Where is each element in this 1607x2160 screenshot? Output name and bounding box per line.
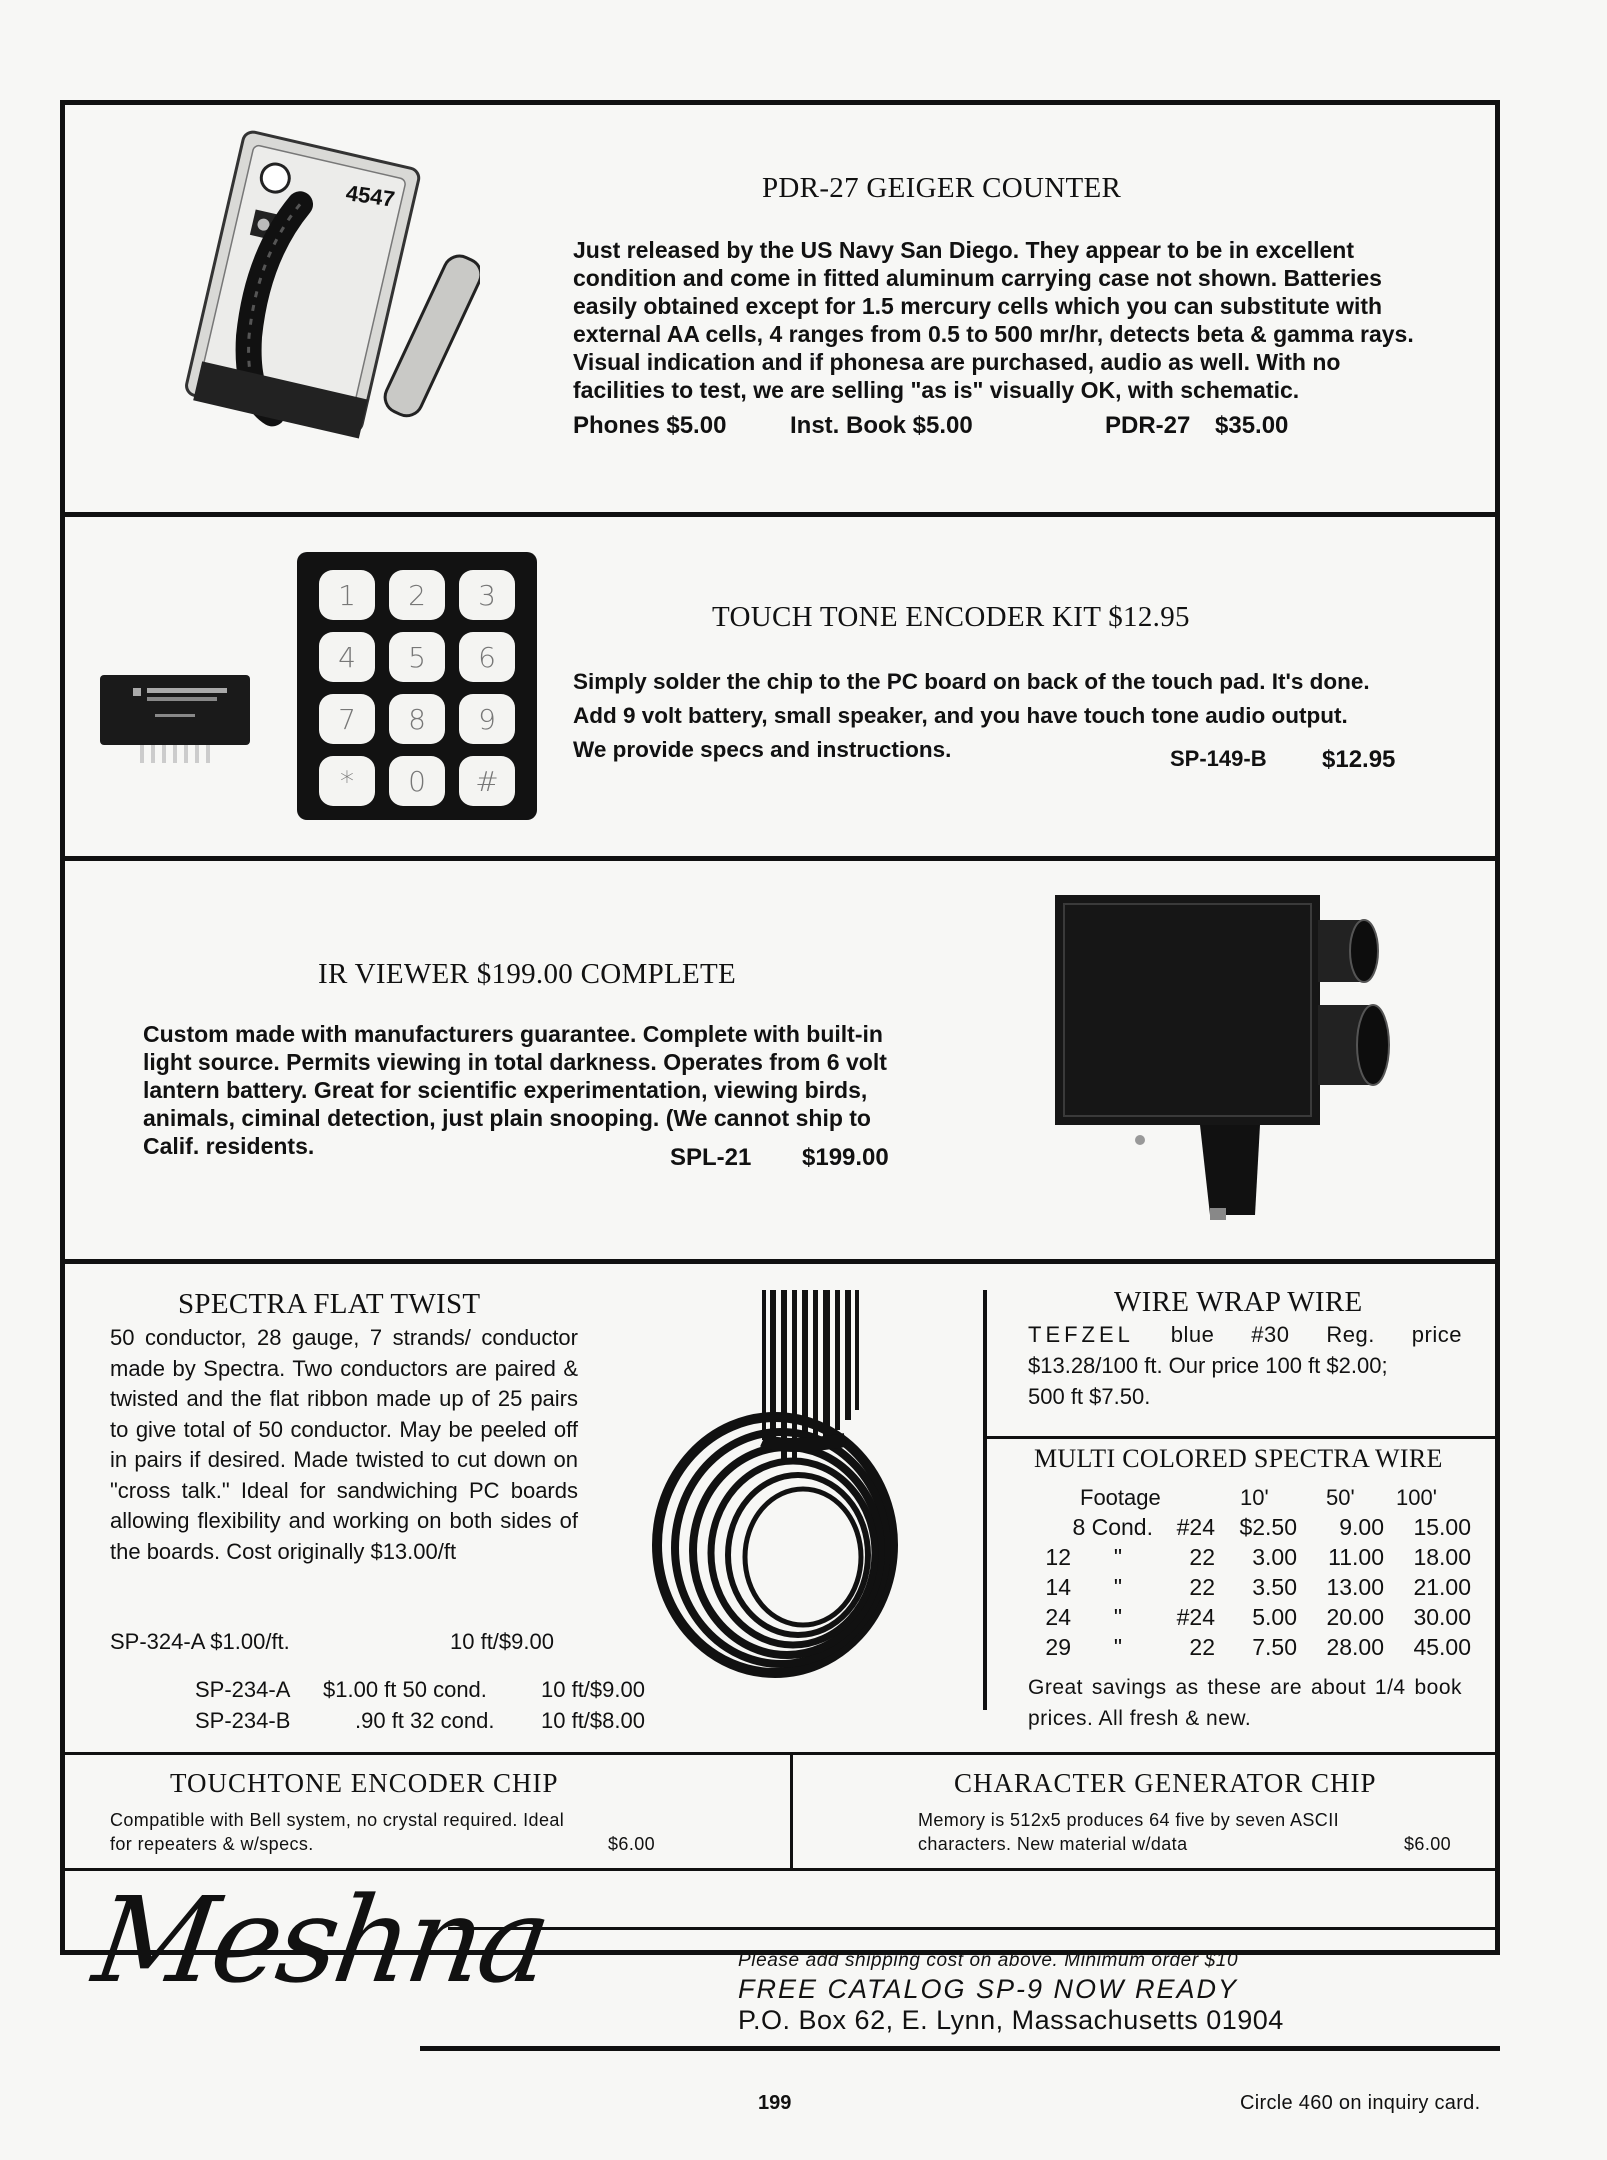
table-cell: 3.00 bbox=[1252, 1543, 1297, 1570]
inquiry-note: Circle 460 on inquiry card. bbox=[1240, 2092, 1481, 2114]
encoder-chip-title: TOUCHTONE ENCODER CHIP bbox=[170, 1768, 559, 1798]
multi-colored-header bbox=[1080, 1485, 1437, 1511]
page-number: 199 bbox=[758, 2092, 792, 2114]
char-gen-line2: characters. New material w/data bbox=[918, 1834, 1188, 1854]
encoder-chip-photo bbox=[95, 670, 255, 780]
table-cell: " bbox=[1113, 1543, 1123, 1570]
flat-twist-row-b bbox=[195, 1708, 645, 1734]
flat-twist-description: 50 conductor, 28 gauge, 7 strands/ conductor made by Spectra. Two conductors are paired & twisted and the flat ribbon made up of 25 pairs to give total of 50 conductor. May be peeled off in pairs if desired. Made twisted to cut down on "cross talk." Ideal for sandwiching PC boards allowing flexibility and working on both sides of the boards. Cost originally $13.00/ft bbox=[110, 1325, 578, 1564]
header-cell: 50' bbox=[1326, 1485, 1355, 1510]
ribbon-cable-photo bbox=[635, 1290, 905, 1690]
multi-colored-table bbox=[1020, 1512, 1477, 1662]
table-row bbox=[1020, 1602, 1477, 1632]
table-cell: 9.00 bbox=[1339, 1513, 1384, 1540]
table-cell: 28.00 bbox=[1326, 1633, 1384, 1660]
geiger-counter-photo bbox=[150, 130, 480, 460]
shipping-note: Please add shipping cost on above. Minimum order $10 bbox=[738, 1950, 1239, 1971]
keypad-key: # bbox=[459, 756, 515, 806]
device-label: 4547 bbox=[344, 180, 397, 212]
keypad-key: 9 bbox=[459, 694, 515, 744]
divider bbox=[60, 1752, 1500, 1755]
table-cell: 22 bbox=[1189, 1543, 1215, 1570]
table-cell: " bbox=[1113, 1633, 1123, 1660]
word: blue bbox=[1170, 1322, 1215, 1347]
divider bbox=[983, 1290, 987, 1710]
char-gen-line1: Memory is 512x5 produces 64 five by seven ASCII bbox=[918, 1810, 1339, 1830]
table-cell: 18.00 bbox=[1413, 1543, 1471, 1570]
table-cell: 24 bbox=[1045, 1603, 1071, 1630]
keypad-key: 6 bbox=[459, 632, 515, 682]
row-bulk: 10 ft/$8.00 bbox=[541, 1708, 645, 1733]
flat-twist-price-right: 10 ft/$9.00 bbox=[450, 1629, 554, 1654]
touch-keypad-photo bbox=[297, 552, 537, 820]
table-row bbox=[1020, 1632, 1477, 1662]
keypad-grid bbox=[319, 570, 519, 806]
multi-colored-title: MULTI COLORED SPECTRA WIRE bbox=[1034, 1444, 1443, 1473]
touch-tone-kit-line1: Simply solder the chip to the PC board on back of the touch pad. It's done. bbox=[573, 669, 1370, 694]
table-cell: 5.00 bbox=[1252, 1603, 1297, 1630]
table-cell: 3.50 bbox=[1252, 1573, 1297, 1600]
row-price: .90 ft 32 cond. bbox=[355, 1708, 495, 1733]
table-cell: 15.00 bbox=[1413, 1513, 1471, 1540]
word: Reg. bbox=[1326, 1322, 1375, 1347]
table-cell: 29 bbox=[1045, 1633, 1071, 1660]
brand-logo: Meshna bbox=[86, 1871, 556, 2009]
keypad-key: 0 bbox=[389, 756, 445, 806]
table-cell: 14 bbox=[1045, 1573, 1071, 1600]
table-cell: 22 bbox=[1189, 1633, 1215, 1660]
wire-wrap-line2: $13.28/100 ft. Our price 100 ft $2.00; bbox=[1028, 1353, 1388, 1378]
divider bbox=[983, 1436, 1500, 1439]
flat-twist-title: SPECTRA FLAT TWIST bbox=[178, 1288, 481, 1320]
wire-wrap-title: WIRE WRAP WIRE bbox=[1114, 1286, 1363, 1318]
catalog-line: FREE CATALOG SP-9 NOW READY bbox=[738, 1974, 1239, 2004]
table-cell: 20.00 bbox=[1326, 1603, 1384, 1630]
encoder-chip-price: $6.00 bbox=[608, 1834, 656, 1854]
keypad-key: 3 bbox=[459, 570, 515, 620]
header-cell: Footage bbox=[1080, 1485, 1161, 1510]
word: #30 bbox=[1251, 1322, 1290, 1347]
table-row bbox=[1020, 1572, 1477, 1602]
table-cell: " bbox=[1113, 1573, 1123, 1600]
keypad-key: 1 bbox=[319, 570, 375, 620]
geiger-item-price: $35.00 bbox=[1215, 412, 1289, 439]
row-price: $1.00 ft 50 cond. bbox=[323, 1677, 487, 1702]
flat-twist-price-left: SP-324-A $1.00/ft. bbox=[110, 1629, 290, 1654]
keypad-key: * bbox=[319, 756, 375, 806]
row-bulk: 10 ft/$9.00 bbox=[541, 1677, 645, 1702]
table-row bbox=[1020, 1512, 1477, 1542]
flat-twist-row-a bbox=[195, 1677, 645, 1703]
word: TEFZEL bbox=[1028, 1322, 1134, 1347]
table-cell: #24 bbox=[1176, 1513, 1215, 1540]
table-cell: 12 bbox=[1045, 1543, 1071, 1570]
keypad-key: 2 bbox=[389, 570, 445, 620]
ir-viewer-description: Custom made with manufacturers guarantee. Complete with built-in light source. Permits viewing in total darkness. Operates from 6 volt lantern battery. Great for scientific experimentation, viewing birds, animals, ciminal detection, just plain snooping. (We cannot ship to Calif. residents. bbox=[143, 1021, 887, 1159]
geiger-description: Just released by the US Navy San Diego. They appear to be in excellent condition and come in fitted aluminum carrying case not shown. Batteries easily obtained except for 1.5 mercury cells which you can substitute with external AA cells, 4 ranges from 0.5 to 500 mr/hr, detects beta & gamma rays. Visual indication and if phonesa are purchased, audio as well. With no facilities to test, we are selling "as is" visually OK, with schematic. bbox=[573, 237, 1414, 403]
header-cell: 100' bbox=[1396, 1485, 1437, 1510]
table-cell: 13.00 bbox=[1326, 1573, 1384, 1600]
row-code: SP-234-B bbox=[195, 1708, 291, 1733]
header-cell: 10' bbox=[1240, 1485, 1269, 1510]
table-cell: $2.50 bbox=[1239, 1513, 1297, 1540]
table-cell: 7.50 bbox=[1252, 1633, 1297, 1660]
touch-tone-kit-item-code: SP-149-B bbox=[1170, 746, 1267, 771]
table-cell: 45.00 bbox=[1413, 1633, 1471, 1660]
row-code: SP-234-A bbox=[195, 1677, 291, 1702]
table-cell: 21.00 bbox=[1413, 1573, 1471, 1600]
touch-tone-kit-line2: Add 9 volt battery, small speaker, and you have touch tone audio output. bbox=[573, 703, 1348, 728]
ir-viewer-item-code: SPL-21 bbox=[670, 1144, 752, 1171]
table-cell: #24 bbox=[1176, 1603, 1215, 1630]
touch-tone-kit-title: TOUCH TONE ENCODER KIT $12.95 bbox=[712, 601, 1190, 633]
divider bbox=[790, 1752, 793, 1870]
table-cell: 8 Cond. bbox=[1072, 1513, 1153, 1540]
geiger-item-code: PDR-27 bbox=[1105, 412, 1191, 439]
divider bbox=[60, 1259, 1500, 1264]
keypad-key: 8 bbox=[389, 694, 445, 744]
char-gen-price: $6.00 bbox=[1404, 1834, 1452, 1854]
divider bbox=[60, 512, 1500, 517]
ir-viewer-item-price: $199.00 bbox=[802, 1144, 889, 1171]
geiger-book-price: Inst. Book $5.00 bbox=[790, 412, 973, 439]
table-cell: " bbox=[1113, 1603, 1123, 1630]
geiger-phones-price: Phones $5.00 bbox=[573, 412, 727, 439]
brand-underline bbox=[420, 2046, 1500, 2051]
word: price bbox=[1411, 1322, 1462, 1347]
table-cell: 30.00 bbox=[1413, 1603, 1471, 1630]
encoder-chip-line1: Compatible with Bell system, no crystal required. Ideal bbox=[110, 1810, 565, 1830]
touch-tone-kit-item-price: $12.95 bbox=[1322, 746, 1396, 773]
keypad-key: 5 bbox=[389, 632, 445, 682]
encoder-chip-line2: for repeaters & w/specs. bbox=[110, 1834, 314, 1854]
keypad-key: 4 bbox=[319, 632, 375, 682]
table-row bbox=[1020, 1542, 1477, 1572]
ir-viewer-photo bbox=[1050, 890, 1390, 1230]
keypad-key: 7 bbox=[319, 694, 375, 744]
geiger-title: PDR-27 GEIGER COUNTER bbox=[762, 172, 1122, 204]
wire-wrap-line3: 500 ft $7.50. bbox=[1028, 1384, 1151, 1409]
divider bbox=[60, 856, 1500, 861]
touch-tone-kit-line3: We provide specs and instructions. bbox=[573, 737, 952, 762]
multi-colored-note: Great savings as these are about 1/4 book prices. All fresh & new. bbox=[1028, 1676, 1462, 1730]
table-cell: 22 bbox=[1189, 1573, 1215, 1600]
char-gen-title: CHARACTER GENERATOR CHIP bbox=[954, 1768, 1377, 1798]
ir-viewer-title: IR VIEWER $199.00 COMPLETE bbox=[318, 958, 737, 990]
table-cell: 11.00 bbox=[1328, 1543, 1384, 1570]
address-line: P.O. Box 62, E. Lynn, Massachusetts 01904 bbox=[738, 2005, 1284, 2035]
divider bbox=[448, 1927, 1500, 1930]
wire-wrap-line1 bbox=[1028, 1322, 1462, 1348]
